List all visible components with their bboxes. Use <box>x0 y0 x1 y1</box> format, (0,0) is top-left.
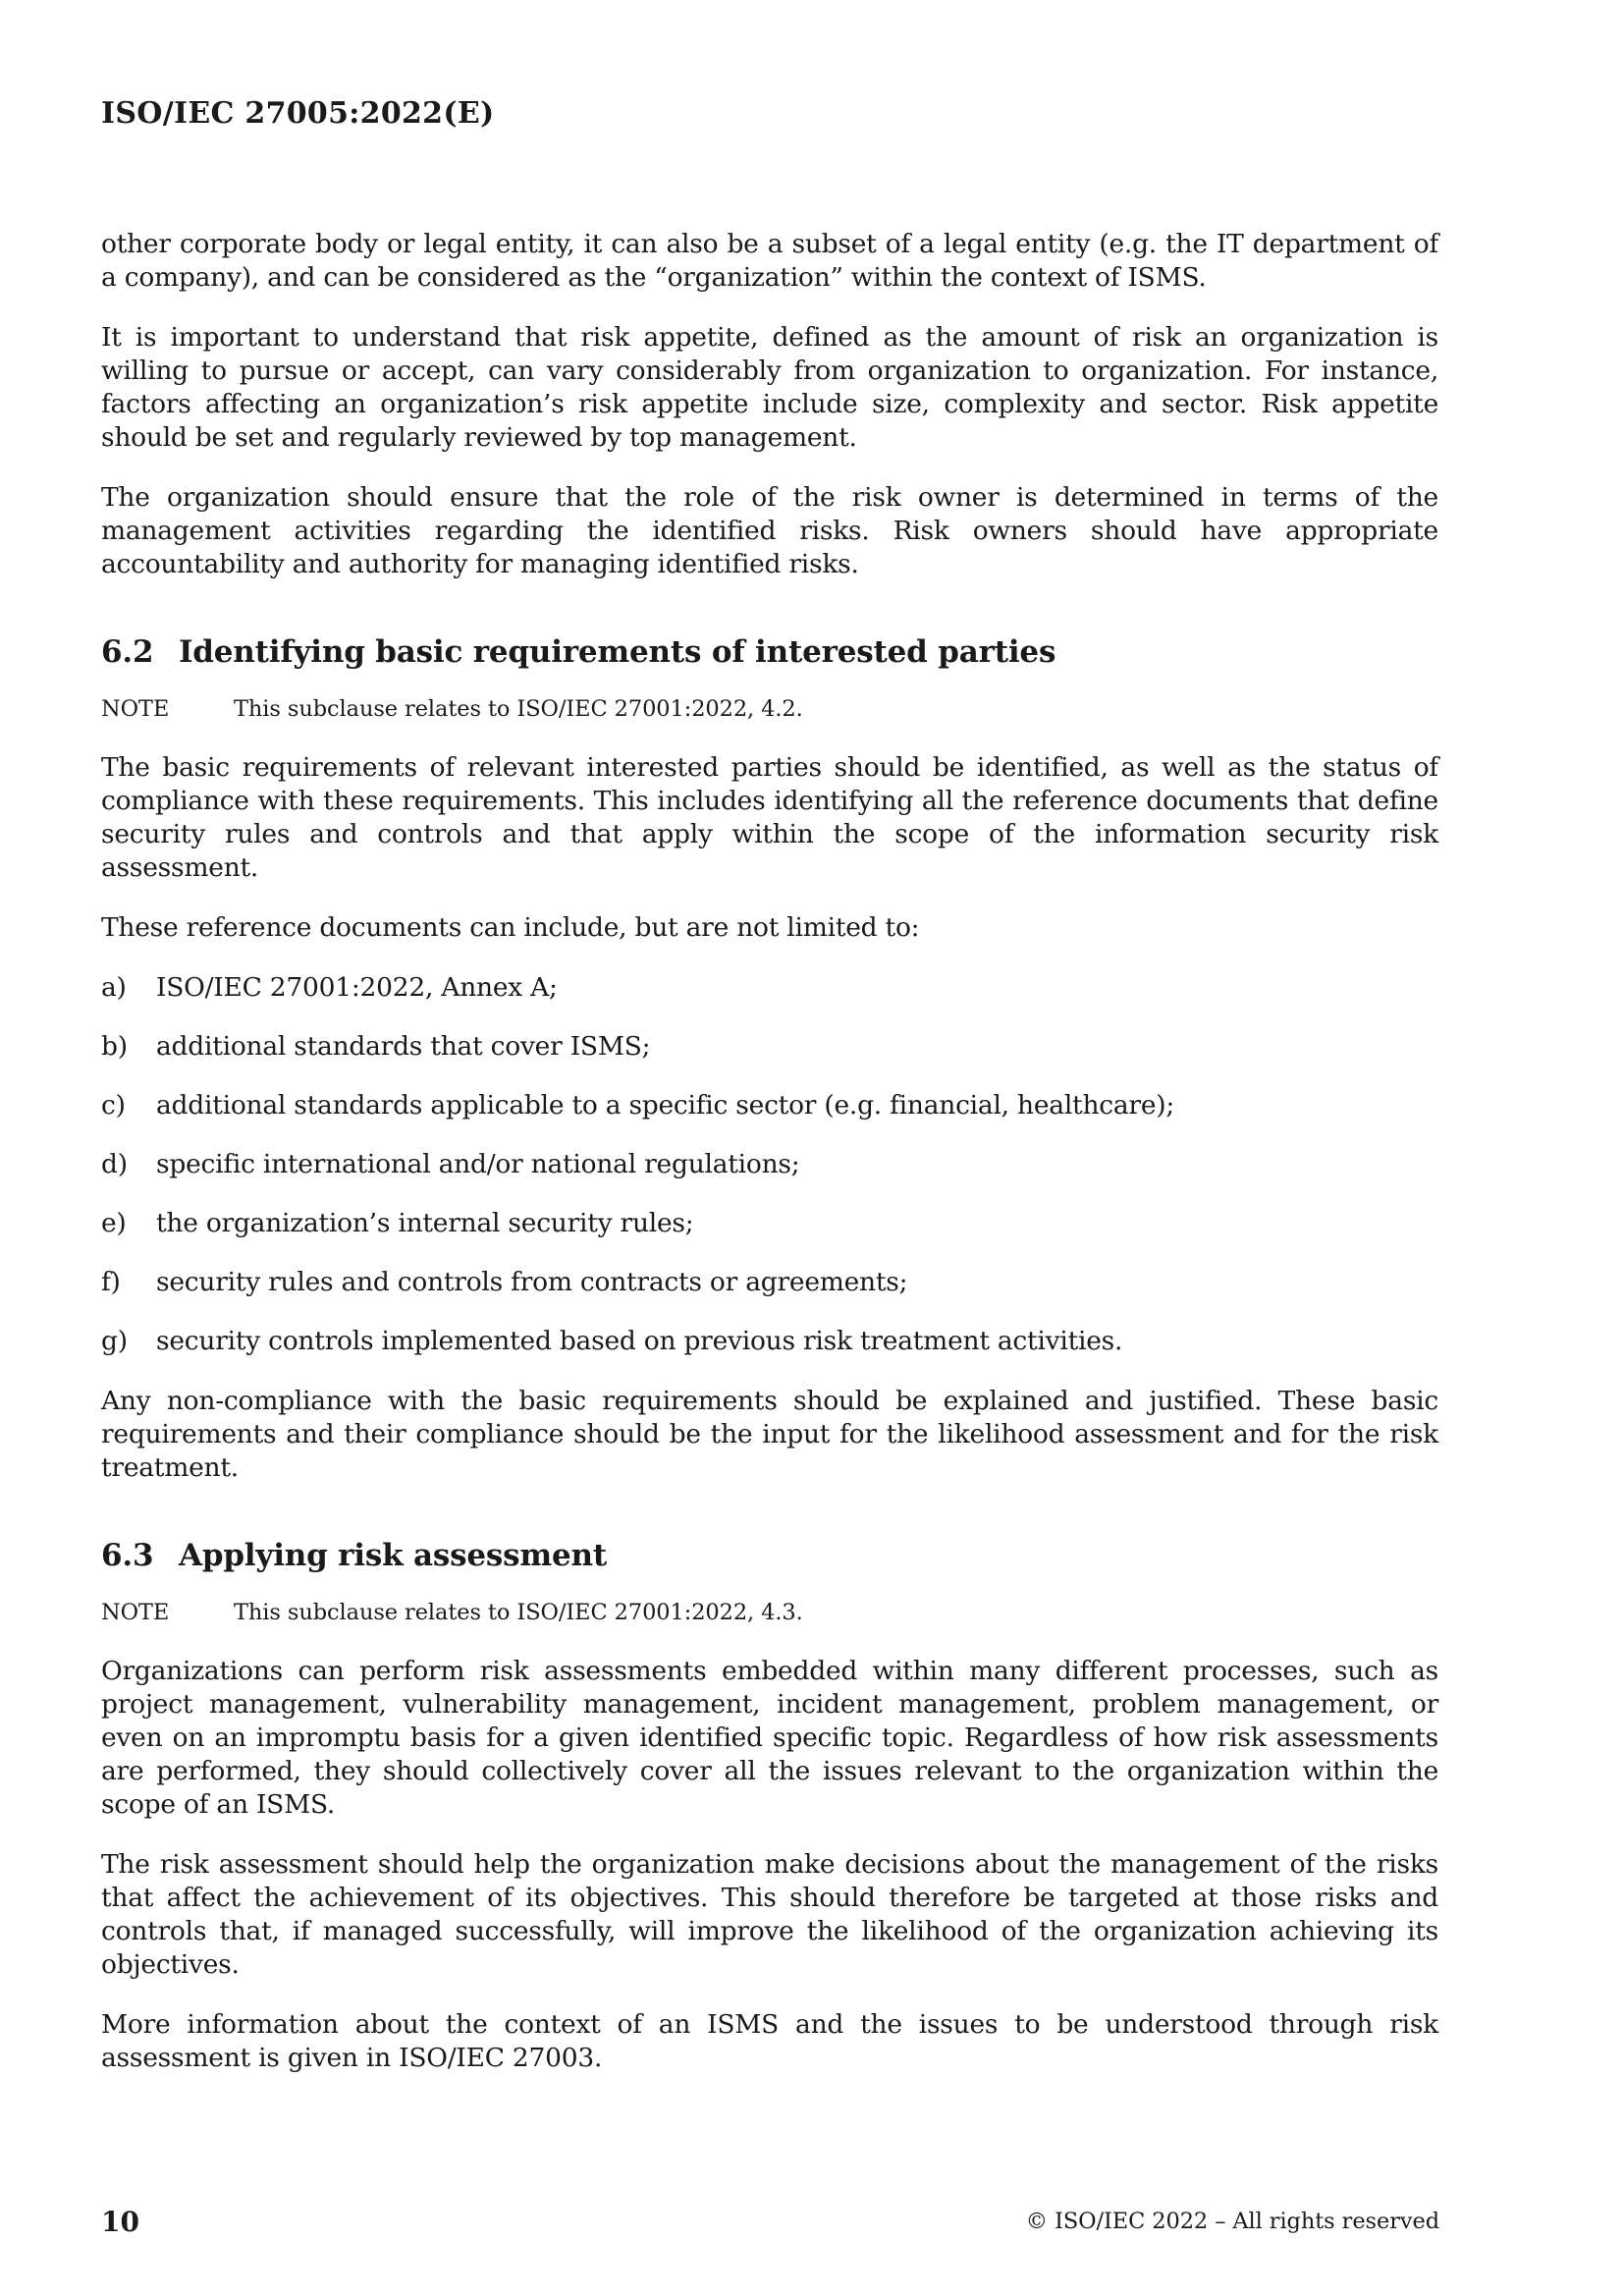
page-number: 10 <box>101 2206 139 2238</box>
list-item-text: the organization’s internal security rules; <box>156 1208 694 1238</box>
page-content <box>101 228 1438 2102</box>
list-item-label: c) <box>101 1090 126 1121</box>
list-item <box>101 971 1438 1005</box>
paragraph-risk-appetite: It is important to understand that risk appetite, defined as the amount of risk an organization is willing to pursue or accept, can vary considerably from organization to organization. For instance, factors affecting an organization’s risk appetite include size, complexity and sector. Risk appetite should be set and regularly reviewed by top management. <box>101 322 1438 453</box>
paragraph-continuation: other corporate body or legal entity, it can also be a subset of a legal entity (e.g. the IT department of a company), and can be considered as the “organization” within the context of ISMS. <box>101 229 1438 293</box>
paragraph-risk-assessment-decisions: The risk assessment should help the organization make decisions about the management of the risks that affect the achievement of its objectives. This should therefore be targeted at those risks and controls that, if managed successfully, will improve the likelihood of the organization achieving its objectives. <box>101 1849 1438 1980</box>
list-item-label: d) <box>101 1149 128 1179</box>
section-title: Applying risk assessment <box>179 1538 608 1573</box>
section-heading-6-2 <box>101 633 1438 671</box>
list-item-label: a) <box>101 972 127 1003</box>
paragraph-risk-owner: The organization should ensure that the role of the risk owner is determined in terms of the management activities regarding the identified risks. Risk owners should have appropriate accountability and authority for managing identified risks. <box>101 482 1438 579</box>
list-item <box>101 1266 1438 1299</box>
list-item-label: g) <box>101 1326 128 1356</box>
note-text: This subclause relates to ISO/IEC 27001:2022, 4.3. <box>234 1600 803 1625</box>
list-item-label: b) <box>101 1031 128 1062</box>
note-text: This subclause relates to ISO/IEC 27001:2022, 4.2. <box>234 696 803 722</box>
list-item-text: ISO/IEC 27001:2022, Annex A; <box>156 972 558 1003</box>
section-number: 6.3 <box>101 1538 154 1573</box>
paragraph-risk-assessment-processes: Organizations can perform risk assessments embedded within many different processes, such as project management, vulnerability management, incident management, problem management, or even on an impromptu basis for a given identified specific topic. Regardless of how risk assessments are performed, they should collectively cover all the issues relevant to the organization within the scope of an ISMS. <box>101 1656 1438 1820</box>
list-item-text: specific international and/or national regulations; <box>156 1149 800 1179</box>
list-item <box>101 1207 1438 1240</box>
list-item <box>101 1030 1438 1064</box>
list-item-text: security rules and controls from contracts or agreements; <box>156 1267 908 1297</box>
note-6-2 <box>101 694 1438 724</box>
reference-documents-list <box>101 971 1438 1358</box>
note-label: NOTE <box>101 696 170 722</box>
copyright-notice: © ISO/IEC 2022 – All rights reserved <box>1025 2209 1439 2234</box>
list-item-text: security controls implemented based on previous risk treatment activities. <box>156 1326 1123 1356</box>
section-heading-6-3 <box>101 1537 1438 1574</box>
paragraph-basic-requirements: The basic requirements of relevant interested parties should be identified, as well as the status of compliance with these requirements. This includes identifying all the reference documents that define security rules and controls and that apply within the scope of the information security risk assessment. <box>101 752 1438 883</box>
paragraph-more-information: More information about the context of an ISMS and the issues to be understood through risk assessment is given in ISO/IEC 27003. <box>101 2009 1438 2073</box>
section-number: 6.2 <box>101 634 154 670</box>
list-item <box>101 1325 1438 1358</box>
list-item-label: e) <box>101 1208 127 1238</box>
list-item <box>101 1148 1438 1181</box>
paragraph-reference-intro: These reference documents can include, but are not limited to: <box>101 912 920 943</box>
note-label: NOTE <box>101 1600 170 1625</box>
list-item-text: additional standards that cover ISMS; <box>156 1031 651 1062</box>
list-item <box>101 1089 1438 1122</box>
note-6-3 <box>101 1598 1438 1627</box>
paragraph-non-compliance: Any non-compliance with the basic requirements should be explained and justified. These basic requirements and their compliance should be the input for the likelihood assessment and for the risk treatment. <box>101 1386 1438 1483</box>
section-title: Identifying basic requirements of interested parties <box>179 634 1056 670</box>
list-item-text: additional standards applicable to a specific sector (e.g. financial, healthcare); <box>156 1090 1175 1121</box>
list-item-label: f) <box>101 1267 121 1297</box>
document-id-header: ISO/IEC 27005:2022(E) <box>101 96 495 131</box>
